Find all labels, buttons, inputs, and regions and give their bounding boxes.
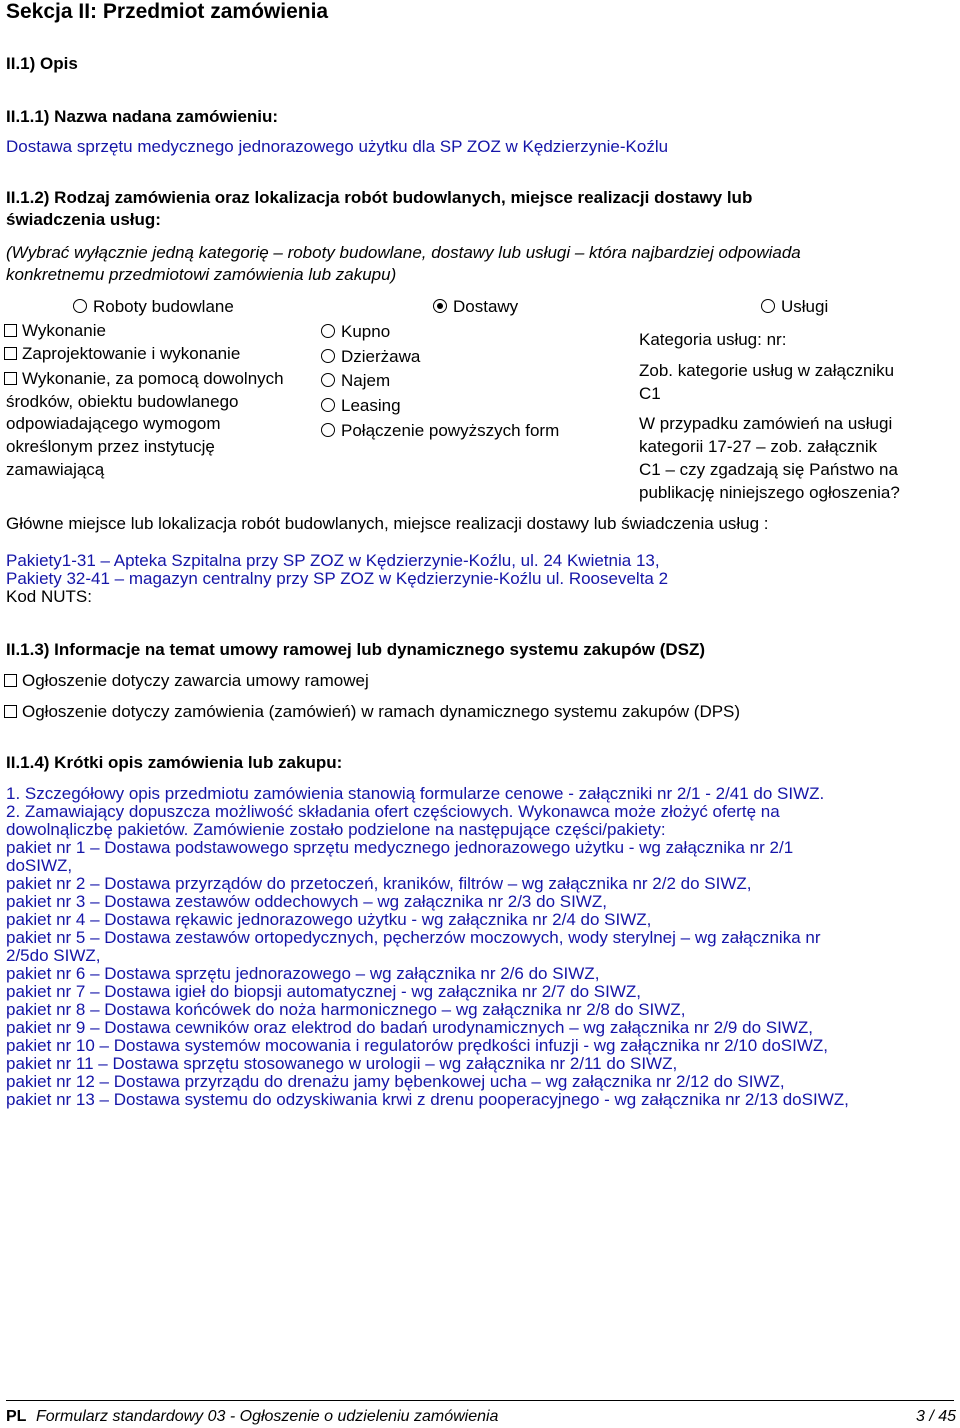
description-line: pakiet nr 3 – Dostawa zestawów oddechowych – wg załącznika nr 2/3 do SIWZ, <box>6 892 607 911</box>
dostawy-option-label: Połączenie powyższych form <box>341 421 560 440</box>
description-line: pakiet nr 7 – Dostawa igieł do biopsji automatycznej - wg załącznika nr 2/7 do SIWZ, <box>6 982 641 1001</box>
location-line: Pakiety1-31 – Apteka Szpitalna przy SP ZOZ w Kędzierzynie-Koźlu, ul. 24 Kwietnia 13, <box>6 551 660 570</box>
radio-icon <box>321 373 335 387</box>
description-line: pakiet nr 13 – Dostawa systemu do odzyskiwania krwi z drenu pooperacyjnego - wg załącznika nr 2/13 doSIWZ, <box>6 1090 849 1109</box>
footer-page-number: 3 / 45 <box>915 1408 956 1425</box>
footer-divider <box>6 1400 954 1401</box>
radio-uslugi-icon <box>761 299 775 313</box>
description-line: 1. Szczegółowy opis przedmiotu zamówienia stanowią formularze cenowe - załączniki nr 2/1 - 2/41 do SIWZ. <box>6 784 825 803</box>
order-name-value: Dostawa sprzętu medycznego jednorazowego użytku dla SP ZOZ w Kędzierzynie-Koźlu <box>6 137 669 156</box>
roboty-option-line: zamawiającą <box>6 460 105 479</box>
description-line: pakiet nr 11 – Dostawa sprzętu stosowanego w urologii – wg załącznika nr 2/11 do SIWZ, <box>6 1054 678 1073</box>
nuts-label: Kod NUTS: <box>6 587 92 606</box>
radio-icon <box>321 324 335 338</box>
heading-nazwa: II.1.1) Nazwa nadana zamówieniu: <box>6 107 279 126</box>
description-line: pakiet nr 6 – Dostawa sprzętu jednorazowego – wg załącznika nr 2/6 do SIWZ, <box>6 964 600 983</box>
footer-form-name: Formularz standardowy 03 - Ogłoszenie o udzieleniu zamówienia <box>36 1408 499 1425</box>
description-line: dowolnąliczbę pakietów. Zamówienie zostało podzielone na następujące części/pakiety: <box>6 820 666 839</box>
note-line1: (Wybrać wyłącznie jedną kategorię – roboty budowlane, dostawy lub usługi – która najbardziej odpowiada <box>6 243 801 262</box>
location-line: Pakiety 32-41 – magazyn centralny przy SP ZOZ w Kędzierzynie-Koźlu ul. Roosevelta 2 <box>6 569 669 588</box>
description-line: pakiet nr 8 – Dostawa końcówek do noża harmonicznego – wg załącznika nr 2/8 do SIWZ, <box>6 1000 686 1019</box>
checkbox-icon <box>4 324 17 337</box>
checkbox-icon <box>4 347 17 360</box>
roboty-option-line: środków, obiektu budowlanego <box>6 392 239 411</box>
category-roboty-label: Roboty budowlane <box>93 297 234 316</box>
option-dps[interactable] <box>4 702 740 722</box>
dostawy-option-label: Leasing <box>341 396 401 415</box>
uslugi-question-line: W przypadku zamówień na usługi <box>639 414 893 433</box>
description-line: doSIWZ, <box>6 856 73 875</box>
roboty-option-wykonanie[interactable] <box>4 321 106 341</box>
category-dostawy-label: Dostawy <box>453 297 519 316</box>
dostawy-option-kupno[interactable] <box>321 322 390 342</box>
description-line: pakiet nr 2 – Dostawa przyrządów do przetoczeń, kraników, filtrów – wg załącznika nr 2/2 do SIWZ, <box>6 874 752 893</box>
dostawy-option-label: Kupno <box>341 322 391 341</box>
checkbox-icon <box>4 705 17 718</box>
description-line: 2/5do SIWZ, <box>6 946 101 965</box>
heading-umowa-ramowa: II.1.3) Informacje na temat umowy ramowej lub dynamicznego systemu zakupów (DSZ) <box>6 640 706 659</box>
dostawy-option-label: Najem <box>341 371 391 390</box>
checkbox-icon <box>4 674 17 687</box>
uslugi-zob-line: Zob. kategorie usług w załączniku <box>639 361 895 380</box>
description-line: pakiet nr 5 – Dostawa zestawów ortopedycznych, pęcherzów moczowych, wody sterylnej – wg załącznika nr <box>6 928 821 947</box>
radio-icon <box>321 423 335 437</box>
option-umowa-ramowa[interactable] <box>4 671 369 691</box>
roboty-option-line: określonym przez instytucję <box>6 437 215 456</box>
radio-roboty-icon <box>73 299 87 313</box>
note-line2: konkretnemu przedmiotowi zamówienia lub zakupu) <box>6 265 397 284</box>
roboty-option-dowolne-srodki[interactable] <box>4 369 284 389</box>
roboty-option-zaprojektowanie[interactable] <box>4 344 240 364</box>
description-line: pakiet nr 4 – Dostawa rękawic jednorazowego użytku - wg załącznika nr 2/4 do SIWZ, <box>6 910 652 929</box>
description-line: pakiet nr 10 – Dostawa systemów mocowania i regulatorów prędkości infuzji - wg załącznika nr 2/10 doSIWZ, <box>6 1036 829 1055</box>
description-line: 2. Zamawiający dopuszcza możliwość składania ofert częściowych. Wykonawca może złożyć ofertę na <box>6 802 780 821</box>
uslugi-question-line: publikację niniejszego ogłoszenia? <box>639 483 900 502</box>
uslugi-question-line: C1 – czy zgadzają się Państwo na <box>639 460 898 479</box>
checkbox-icon <box>4 372 17 385</box>
roboty-option-label: Wykonanie <box>22 321 106 340</box>
heading-rodzaj-line1: II.1.2) Rodzaj zamówienia oraz lokalizacja robót budowlanych, miejsce realizacji dostawy lub <box>6 188 753 207</box>
location-label: Główne miejsce lub lokalizacja robót budowlanych, miejsce realizacji dostawy lub świadczenia usług : <box>6 514 769 533</box>
heading-opis: II.1) Opis <box>6 54 78 73</box>
uslugi-question-line: kategorii 17-27 – zob. załącznik <box>639 437 878 456</box>
roboty-option-label: Wykonanie, za pomocą dowolnych <box>22 369 284 388</box>
heading-krotki-opis: II.1.4) Krótki opis zamówienia lub zakupu: <box>6 753 343 772</box>
roboty-option-label: Zaprojektowanie i wykonanie <box>22 344 241 363</box>
description-line: pakiet nr 12 – Dostawa przyrządu do drenażu jamy bębenkowej ucha – wg załącznika nr 2/12 do SIWZ, <box>6 1072 785 1091</box>
heading-rodzaj-line2: świadczenia usług: <box>6 210 161 229</box>
dostawy-option-dzierzawa[interactable] <box>321 347 420 367</box>
dostawy-option-label: Dzierżawa <box>341 347 421 366</box>
description-line: pakiet nr 9 – Dostawa cewników oraz elektrod do badań urodynamicznych – wg załącznika nr 2/9 do SIWZ, <box>6 1018 813 1037</box>
option-label: Ogłoszenie dotyczy zawarcia umowy ramowej <box>22 671 369 690</box>
radio-icon <box>321 349 335 363</box>
radio-icon <box>321 398 335 412</box>
category-roboty[interactable] <box>73 297 234 317</box>
category-uslugi[interactable] <box>761 297 828 317</box>
uslugi-category-label: Kategoria usług: nr: <box>639 330 787 349</box>
dostawy-option-leasing[interactable] <box>321 396 401 416</box>
radio-dostawy-selected-icon <box>433 299 447 313</box>
description-line: pakiet nr 1 – Dostawa podstawowego sprzętu medycznego jednorazowego użytku - wg załącznika nr 2/1 <box>6 838 794 857</box>
category-dostawy[interactable] <box>433 297 518 317</box>
section-title: Sekcja II: Przedmiot zamówienia <box>6 0 329 23</box>
option-label: Ogłoszenie dotyczy zamówienia (zamówień) w ramach dynamicznego systemu zakupów (DPS) <box>22 702 741 721</box>
dostawy-option-polaczenie[interactable] <box>321 421 559 441</box>
footer-lang: PL <box>6 1408 27 1425</box>
roboty-option-line: odpowiadającego wymogom <box>6 414 221 433</box>
uslugi-zob-line: C1 <box>639 384 661 403</box>
dostawy-option-najem[interactable] <box>321 371 390 391</box>
category-uslugi-label: Usługi <box>781 297 829 316</box>
